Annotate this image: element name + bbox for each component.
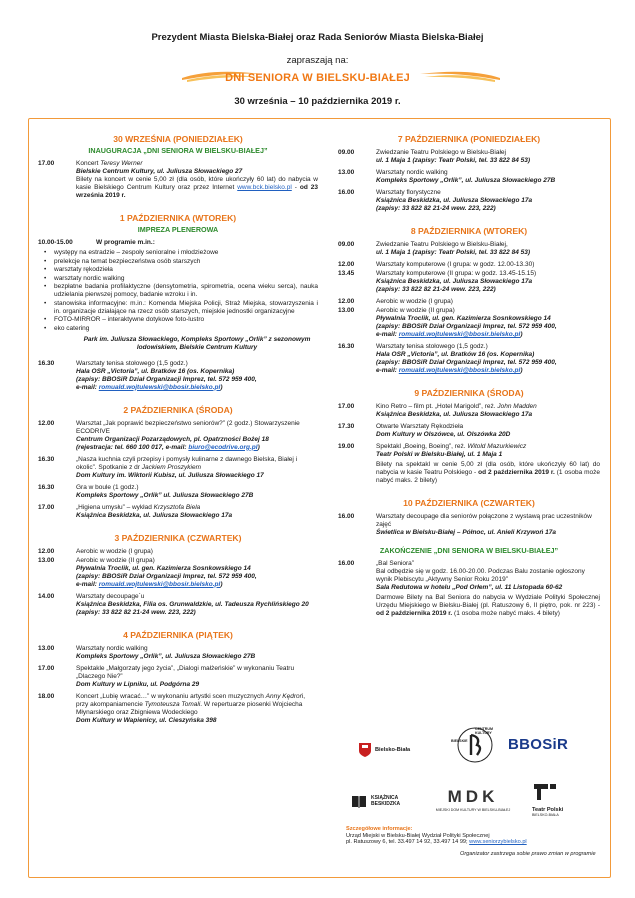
event-desc: „Higiena umysłu” – wykład <box>76 503 154 511</box>
section-title: 10 PAŹDZIERNIKA (CZWARTEK) <box>403 498 535 508</box>
email-link[interactable]: romuald.wojtulewski@bbosir.bielsko.pl <box>398 367 521 374</box>
right-swoosh-icon <box>420 66 500 84</box>
bck-link[interactable]: www.bck.bielsko.pl <box>237 184 292 191</box>
event <box>38 593 318 617</box>
event-time: 17.00 <box>38 503 55 511</box>
event-desc: Aerobic w wodzie (II grupa) <box>376 307 455 314</box>
event-place: Hala OSR „Victoria”, ul. Bratków 16 (os. Kopernika) <box>76 367 235 375</box>
event-time: 16.30 <box>38 359 55 367</box>
section-subtitle: INAUGURACJA „DNI SENIORA W BIELSKU-BIAŁEJ” <box>88 146 268 155</box>
teatr-logo <box>532 782 577 817</box>
invite-text: zapraszają na: <box>286 55 349 66</box>
event-desc: Warsztat „Jak poprawić bezpieczeństwo seniorów?” (2 godz.) Stowarzyszenie ECODRIVE <box>76 419 300 435</box>
event-place: Bielskie Centrum Kultury, ul. Juliusza Słowackiego 27 <box>76 168 243 175</box>
event-place: Pływalnia Troclik, ul. gen. Kazimierza Sosnkowskiego 14 <box>376 315 551 322</box>
section-title: 7 PAŹDZIERNIKA (PONIEDZIAŁEK) <box>397 134 541 144</box>
bbosir-logo: BBOSiR <box>508 736 569 753</box>
event <box>38 239 318 247</box>
signup-info: (zapisy: BBOSiR Dział Organizacji Imprez, tel. 572 959 400, <box>376 323 557 330</box>
event-desc: Warsztaty decoupage`u <box>76 592 145 600</box>
event-place: Dom Kultury w Olszówce, ul. Olszówka 20D <box>376 431 511 438</box>
logo-text: Bielsko-Biała <box>375 747 411 753</box>
seniorzy-link[interactable]: www.seniorzybielsko.pl <box>469 839 527 846</box>
event-time: 16.00 <box>338 513 355 520</box>
event <box>338 169 600 185</box>
teatr-emblem-icon <box>532 782 558 802</box>
event <box>38 504 318 520</box>
ticket-date: od 23 września 2019 r. <box>76 184 318 199</box>
event-time: 16.00 <box>338 560 355 567</box>
event-desc: Warsztaty tenisa stołowego (1,5 godz.) <box>376 343 488 350</box>
left-column <box>38 127 318 729</box>
paren: ) <box>520 331 523 338</box>
event-time: 16.00 <box>338 189 355 196</box>
event <box>338 423 600 439</box>
event-time: 13.00 <box>38 644 55 652</box>
event-place: Świetlica w Bielsku-Białej – Północ, ul. Anieli Krzywoń 17a <box>376 529 557 536</box>
ticket-limit: (1 osoba może nabyć maks. 4 bilety) <box>452 610 560 617</box>
email-link[interactable]: romuald.wojtulewski@bbosir.bielsko.pl <box>98 383 221 391</box>
paren: ) <box>220 580 223 588</box>
email-label: e-mail: <box>76 383 99 391</box>
email-link[interactable]: romuald.wojtulewski@bbosir.bielsko.pl <box>98 580 221 588</box>
list-item: • prelekcje na temat bezpieczeństwa osób starszych <box>44 258 318 266</box>
event-time: 19.00 <box>338 443 355 450</box>
event-time: 09.00 <box>338 241 355 248</box>
event-desc: Zwiedzanie Teatru Polskiego w Bielsku-Białej <box>376 149 506 156</box>
event-time: 17.00 <box>38 160 55 167</box>
event <box>338 270 600 294</box>
event-place: Hala OSR „Victoria”, ul. Bratków 16 (os. Kopernika) <box>376 351 535 358</box>
program-list <box>44 249 318 333</box>
event-time: 12.00 <box>38 419 55 427</box>
event-desc: Warsztaty tenisa stołowego (1,5 godz.) <box>76 359 188 367</box>
event-time: 12.00 <box>338 298 355 305</box>
event <box>38 645 318 661</box>
event <box>38 693 318 725</box>
section-title: 30 WRZEŚNIA (PONIEDZIAŁEK) <box>113 134 243 144</box>
event-place: Książnica Beskidzka, ul. Juliusza Słowackiego 17a <box>76 511 233 519</box>
list-item: • warsztaty nordic walking <box>44 275 318 283</box>
event-place: Park im. Juliusza Słowackiego, Kompleks Sportowy „Orlik” z sezonowym lodowiskiem, Bielskie Centrum Kultury <box>83 335 311 351</box>
event-place: Książnica Beskidzka, ul. Juliusza Słowackiego 17a <box>376 197 533 204</box>
director: Witold Mazurkiewicz <box>467 443 527 450</box>
section-title: 9 PAŹDZIERNIKA (ŚRODA) <box>414 388 524 398</box>
event <box>338 298 600 306</box>
event-desc: Warsztaty komputerowe (II grupa: w godz. 13.45-15.15) <box>376 270 537 277</box>
event <box>338 513 600 537</box>
event-place: Kompleks Sportowy „Orlik”, ul. Juliusza Słowackiego 27B <box>376 177 556 184</box>
event-desc: Aerobic w wodzie (II grupa) <box>76 556 155 564</box>
event-desc: Spektakl „Boeing, Boeing”, reż. <box>376 443 468 450</box>
event <box>338 261 600 269</box>
signup-info: (zapisy: 33 822 82 21-24 wew. 223, 222) <box>376 286 496 293</box>
event-place: ul. 1 Maja 1 (zapisy: Teatr Polski, tel. 33 822 84 53) <box>376 249 531 256</box>
event <box>338 149 600 165</box>
event-time: 16.30 <box>338 343 355 350</box>
ticket-limit: (1 osoba może nabyć maks. 2 bilety) <box>376 469 601 484</box>
ticket-date: od 2 października 2019 r. <box>376 610 453 617</box>
ticket-info: Bilety na spektakl w cenie 5,00 zł (dla osób, które ukończyły 60 lat) do nabycia w kasie Teatru Polskiego - <box>376 461 600 476</box>
program-label: W programie m.in.: <box>96 239 155 246</box>
list-item: • warsztaty rękodzieła <box>44 266 318 274</box>
event-time: 17.00 <box>38 664 55 672</box>
email-label: e-mail: <box>376 367 399 374</box>
mdk-logo <box>428 787 518 812</box>
event-desc: Warsztaty komputerowe (I grupa: w godz. 12.00-13.30) <box>376 261 535 268</box>
event <box>38 420 318 452</box>
email-label: e-mail: <box>376 331 399 338</box>
event-place: Sala Redutowa w hotelu „Pod Orłem”, ul. 11 Listopada 60-62 <box>376 584 563 591</box>
separator: - <box>291 184 300 191</box>
section-title: 3 PAŹDZIERNIKA (CZWARTEK) <box>114 532 242 543</box>
signup-info: (zapisy: BBOSiR Dział Organizacji Imprez, tel. 572 959 400, <box>76 375 257 383</box>
event <box>338 443 600 485</box>
paren: ) <box>257 443 260 451</box>
event <box>38 665 318 689</box>
signup-info: (zapisy: BBOSiR Dział Organizacji Imprez, tel. 572 959 400, <box>76 572 257 580</box>
right-column <box>338 127 600 622</box>
bielsko-biala-logo <box>358 742 410 758</box>
event <box>338 241 600 257</box>
event-place: Książnica Beskidzka, Filia os. Grunwaldzkie, ul. Tadeusza Rychlińskiego 20 (zapisy: 33 822 82 21-24 wew. 223, 222) <box>76 600 309 616</box>
event-desc-2: Bal odbędzie się w godz. 16.00-20.00. Podczas Balu zostanie ogłoszony wynik Plebiscytu „Aktywny Senior Roku 2019” <box>376 568 585 583</box>
teatr-name: Teatr Polski <box>532 807 564 813</box>
event-time: 18.00 <box>38 692 55 700</box>
event-time: 16.30 <box>38 483 55 491</box>
event-time: 14.00 <box>38 592 55 600</box>
event-artist: Teresy Werner <box>100 160 143 167</box>
disclaimer: Organizator zastrzega sobie prawo zmian w programie <box>460 851 596 857</box>
teatr-city: BIELSKO-BIAŁA <box>532 813 559 817</box>
section-title: 4 PAŹDZIERNIKA (PIĄTEK) <box>123 629 233 640</box>
event-desc-2: , przy akompaniamencie <box>76 692 306 708</box>
event <box>38 484 318 500</box>
event-place: Dom Kultury w Lipniku, ul. Podgórna 29 <box>76 680 200 688</box>
speaker: Jackiem Proszykiem <box>141 463 201 471</box>
event-desc: Gra w boule (1 godz.) <box>76 483 139 491</box>
event-place: Kompleks Sportowy „Orlik”, ul. Juliusza Słowackiego 27B <box>76 652 256 660</box>
event-time: 12.00 <box>338 261 355 268</box>
event-place: Książnica Beskidzka, ul. Juliusza Słowackiego 17a <box>376 411 533 418</box>
list-item: • eko catering <box>44 325 318 333</box>
mdk-letters: MDK <box>447 787 499 806</box>
event-desc: Koncert <box>76 160 101 167</box>
signup-info: (zapisy: BBOSiR Dział Organizacji Imprez, tel. 572 959 400, <box>376 359 557 366</box>
event-place: Pływalnia Troclik, ul. gen. Kazimierza Sosnkowskiego 14 <box>76 564 251 572</box>
event-desc: „Nasza kuchnia czyli przepisy i pomysły kulinarne z dawnego Bielska, Białej i okolic”. Spotkanie z dr <box>76 455 298 471</box>
event-time: 17.00 <box>338 403 355 410</box>
event <box>38 160 318 200</box>
ksiaznica-logo <box>350 792 409 810</box>
book-icon <box>350 792 368 810</box>
accompanist: Tymoteusza Tomali <box>144 700 201 708</box>
event-desc: Koncert „Lubię wracać…” w wykonaniu artystki scen muzycznych <box>76 692 266 700</box>
event <box>338 343 600 375</box>
contact-heading: Szczegółowe informacje: <box>346 826 413 832</box>
organizers: Prezydent Miasta Bielska-Białej oraz Rada Seniorów Miasta Bielska-Białej <box>151 32 484 43</box>
event-title: DNI SENIORA W BIELSKU-BIAŁEJ <box>225 72 410 84</box>
ticket-date: od 2 października 2019 r. <box>478 469 555 476</box>
event-place: Dom Kultury w Wapienicy, ul. Cieszyńska 398 <box>76 716 217 724</box>
list-item: • stanowiska informacyjne: m.in.: Komenda Miejska Policji, Straż Miejska, stowarzyszenia i in. organizacje działające na rzecz osób starszych, miejskie jednostki organizacyjne <box>44 300 318 316</box>
event-desc-3: . W repertuarze piosenki Wojciecha Młynarskiego oraz Zbigniewa Wodeckiego <box>76 700 303 716</box>
event <box>38 557 318 589</box>
event-place: Centrum Organizacji Pozarządowych, pl. Opatrzności Bożej 18 <box>76 435 269 443</box>
city-crest-icon <box>358 742 372 758</box>
contact-info <box>346 826 596 846</box>
ticket-info: Bilety na koncert w cenie 5,00 zł (dla osób, które ukończyły 60 lat) do nabycia w kasie Bielskiego Centrum Kultury oraz przez Internet <box>76 176 318 191</box>
logo-text: KSIĄŻNICA BESKIDZKA <box>371 795 401 807</box>
section-subtitle: ZAKOŃCZENIE „DNI SENIORA W BIELSKU-BIAŁEJ” <box>379 546 559 555</box>
event-place: Kompleks Sportowy „Orlik” ul. Juliusza Słowackiego 27B <box>76 491 254 499</box>
event <box>338 403 600 419</box>
event-time: 12.00 <box>38 547 55 555</box>
event-desc: Warsztaty nordic walking <box>76 644 148 652</box>
signup-info: (rejestracja: tel. 660 100 017, e-mail: <box>76 443 189 451</box>
section-title: 8 PAŹDZIERNIKA (WTOREK) <box>410 226 528 236</box>
event-time: 13.45 <box>338 270 355 277</box>
logo-arc-text: CENTRUM KULTURY <box>475 727 493 735</box>
ticket-info: Darmowe Bilety na Bal Seniora do nabycia w Wydziale Polityki Społecznej Urzędu Miejskiego w Bielsku-Białej (pl. Ratuszowy 6, II piętro, pok. nr 223) - <box>376 594 600 609</box>
event <box>338 189 600 213</box>
event <box>338 560 600 618</box>
bck-logo <box>451 725 495 765</box>
email-link[interactable]: romuald.wojtulewski@bbosir.bielsko.pl <box>398 331 521 338</box>
mdk-subtitle: MIEJSKI DOM KULTURY W BIELSKU-BIAŁEJ <box>435 808 511 812</box>
contact-line: pl. Ratuszowy 6, tel. 33.497 14 92, 33.497 14 99; <box>346 839 470 846</box>
event-desc: Warsztaty nordic walking <box>376 169 448 176</box>
event-desc: Spektakle „Małgorzaty jego życia”, „Dialogi małżeńskie” w wykonaniu Teatru „Dlaczego Nie?” <box>76 664 295 680</box>
contact-line: Urząd Miejski w Bielsku-Białej Wydział Polityki Społecznej <box>346 832 490 839</box>
event-place: Książnica Beskidzka, ul. Juliusza Słowackiego 17a <box>376 278 533 285</box>
event <box>338 307 600 339</box>
section-title: 2 PAŹDZIERNIKA (ŚRODA) <box>123 404 233 415</box>
event <box>38 548 318 556</box>
signup-info: (zapisy: 33 822 82 21-24 wew. 223, 222) <box>376 205 496 212</box>
event-desc: Otwarte Warsztaty Rękodzieła <box>376 423 464 430</box>
event-dates: 30 września – 10 października 2019 r. <box>234 96 401 107</box>
speaker: Krzysztofa Biela <box>153 503 201 511</box>
event-place: Dom Kultury im. Wiktorii Kubisz, ul. Juliusza Słowackiego 17 <box>76 471 264 479</box>
paren: ) <box>520 367 523 374</box>
email-label: e-mail: <box>76 580 99 588</box>
logo-arc-text-2: BIELSKIE <box>451 739 468 743</box>
section-subtitle: IMPREZA PLENEROWA <box>137 225 219 234</box>
event-desc: Aerobic w wodzie (I grupa) <box>376 298 453 305</box>
event-desc: Warsztaty decoupage dla seniorów połączone z wystawą prac uczestników zajęć <box>376 513 592 528</box>
event <box>38 456 318 480</box>
event-desc: Zwiedzanie Teatru Polskiego w Bielsku-Białej, <box>376 241 508 248</box>
paren: ) <box>220 383 223 391</box>
event-place: ul. 1 Maja 1 (zapisy: Teatr Polski, tel. 33 822 84 53) <box>376 157 531 164</box>
section-title: 1 PAŹDZIERNIKA (WTOREK) <box>119 213 237 223</box>
event-desc: „Bal Seniora” <box>376 560 414 567</box>
event-time: 10.00-15.00 <box>38 239 73 246</box>
director: John Madden <box>497 403 537 410</box>
list-item: • bezpłatne badania profilaktyczne (densytometria, spirometria, ocena wieku serca), nauka udzielania pierwszej pomocy, badanie wzroku i in. <box>44 283 318 299</box>
event-time: 17.30 <box>338 423 355 430</box>
list-item: • występy na estradzie – zespoły senioralne i młodzieżowe <box>44 249 318 257</box>
event <box>38 360 318 392</box>
event-desc: Warsztaty florystyczne <box>376 189 441 196</box>
event-desc: Kino Retro – film pt. „Hotel Marigold”, reż. <box>376 403 498 410</box>
event-time: 13.00 <box>338 169 355 176</box>
event-time: 09.00 <box>338 149 355 156</box>
event-time: 13.00 <box>38 556 55 564</box>
event-time: 13.00 <box>338 307 355 314</box>
email-link[interactable]: biuro@ecodrive.org.pl <box>188 443 258 451</box>
event-desc: Aerobic w wodzie (I grupa) <box>76 547 153 555</box>
event-place: Teatr Polski w Bielsku-Białej, ul. 1 Maja 1 <box>376 451 503 458</box>
event-time: 16.30 <box>38 455 55 463</box>
artist: Anny Kędroń <box>265 692 304 700</box>
list-item: • FOTO-MIRROR – interaktywne dotykowe foto-lustro <box>44 316 318 324</box>
